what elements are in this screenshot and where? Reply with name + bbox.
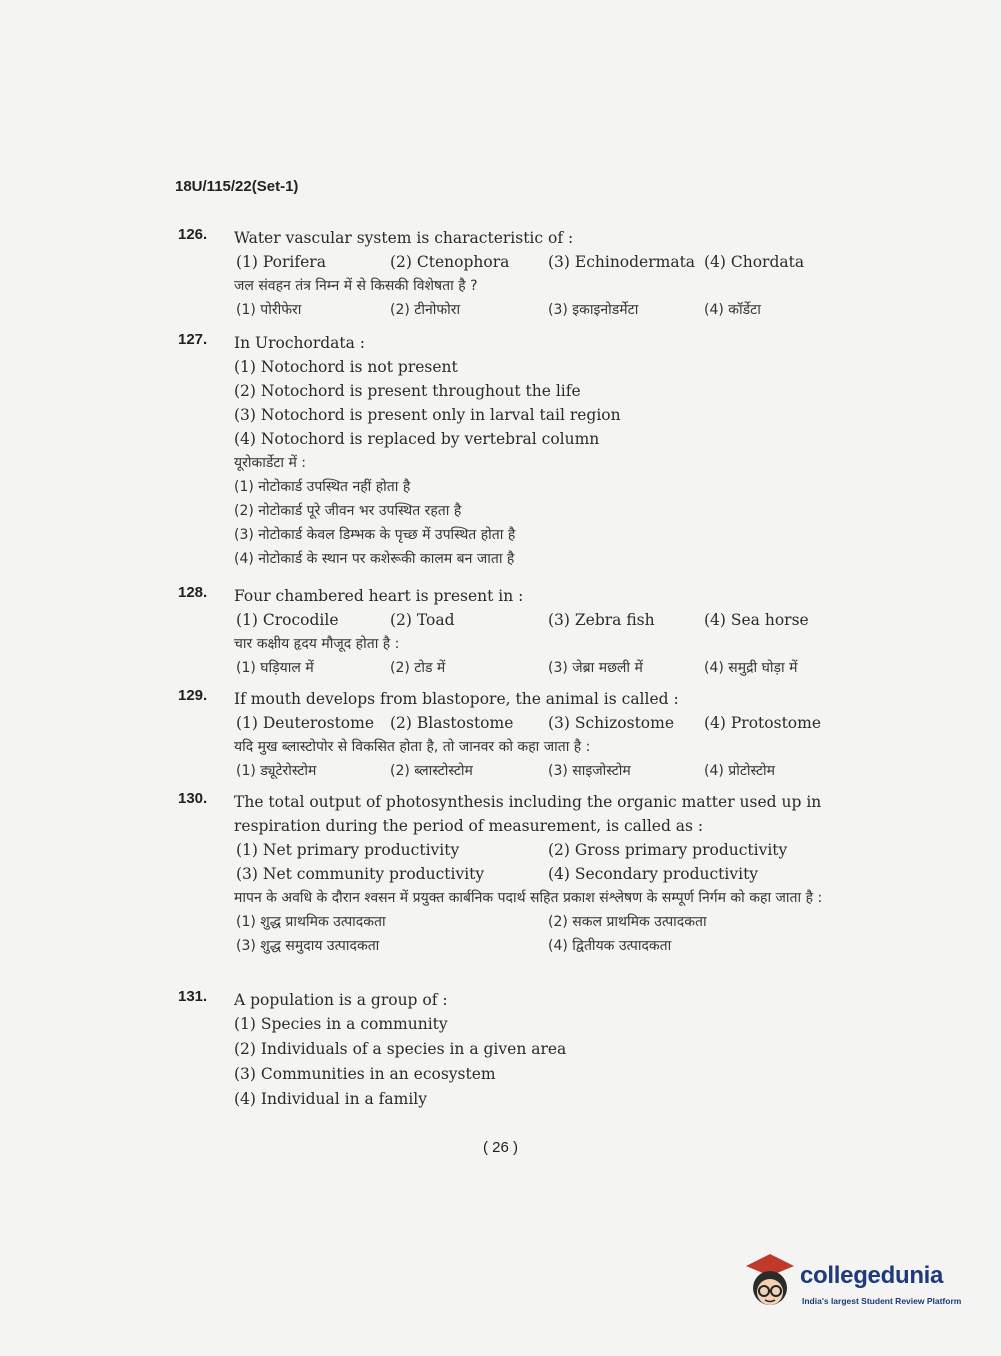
option: (4) Chordata bbox=[704, 253, 805, 271]
option: (2) नोटोकार्ड पूरे जीवन भर उपस्थित रहता है bbox=[234, 503, 462, 519]
options-hi bbox=[234, 298, 858, 322]
option: (4) Protostome bbox=[704, 714, 821, 732]
question-text-hi: जल संवहन तंत्र निम्न में से किसकी विशेषता है ? bbox=[234, 278, 478, 294]
option: (1) शुद्ध प्राथमिक उत्पादकता bbox=[236, 914, 386, 930]
logo-wordmark: collegedunia bbox=[800, 1262, 944, 1289]
option: (1) Species in a community bbox=[234, 1015, 448, 1033]
options-en bbox=[234, 711, 858, 735]
question-number: 129. bbox=[178, 687, 208, 704]
question-130 bbox=[178, 790, 858, 958]
option: (2) Ctenophora bbox=[390, 253, 510, 271]
question-number: 128. bbox=[178, 584, 208, 601]
question-129 bbox=[178, 687, 858, 783]
option: (3) Echinodermata bbox=[548, 253, 696, 271]
option: (1) Porifera bbox=[236, 253, 326, 271]
collegedunia-logo bbox=[742, 1250, 972, 1320]
option: (3) Schizostome bbox=[548, 714, 675, 732]
question-number: 130. bbox=[178, 790, 208, 807]
question-number: 131. bbox=[178, 988, 208, 1005]
options-hi bbox=[234, 759, 858, 783]
option: (1) Deuterostome bbox=[236, 714, 374, 732]
question-127 bbox=[178, 331, 858, 571]
logo-tagline: India's largest Student Review Platform bbox=[802, 1296, 962, 1306]
question-128 bbox=[178, 584, 858, 680]
option: (2) Toad bbox=[390, 611, 455, 629]
option: (4) Notochord is replaced by vertebral column bbox=[234, 430, 600, 448]
options-en-row2 bbox=[234, 862, 858, 886]
options-en bbox=[234, 250, 858, 274]
option: (3) नोटोकार्ड केवल डिम्भक के पृच्छ में उपस्थित होता है bbox=[234, 527, 516, 543]
option: (2) Individuals of a species in a given area bbox=[234, 1040, 567, 1058]
option: (4) द्वितीयक उत्पादकता bbox=[548, 938, 672, 954]
question-text-hi: यूरोकार्डेटा में : bbox=[234, 455, 307, 471]
options-en bbox=[234, 608, 858, 632]
options-hi-row1 bbox=[234, 910, 858, 934]
option: (3) Notochord is present only in larval tail region bbox=[234, 406, 621, 424]
option: (4) नोटोकार्ड के स्थान पर कशेरूकी कालम बन जाता है bbox=[234, 551, 515, 567]
mascot-icon bbox=[742, 1250, 798, 1314]
option: (4) Secondary productivity bbox=[548, 865, 759, 883]
option: (3) शुद्ध समुदाय उत्पादकता bbox=[236, 938, 380, 954]
question-number: 126. bbox=[178, 226, 208, 243]
question-text-hi: चार कक्षीय हृदय मौजूद होता है : bbox=[234, 636, 400, 652]
question-text-en: The total output of photosynthesis including the organic matter used up in respiration during the period of measurement, is called as : bbox=[234, 793, 822, 835]
option: (1) ड्यूटेरोस्टोम bbox=[236, 763, 317, 779]
option: (3) Zebra fish bbox=[548, 611, 655, 629]
option: (1) नोटोकार्ड उपस्थित नहीं होता है bbox=[234, 479, 411, 495]
option: (3) Net community productivity bbox=[236, 865, 485, 883]
option: (4) प्रोटोस्टोम bbox=[704, 763, 776, 779]
question-text-en: If mouth develops from blastopore, the animal is called : bbox=[234, 690, 679, 708]
option: (4) समुद्री घोड़ा में bbox=[704, 660, 798, 676]
option: (3) इकाइनोडर्मेटा bbox=[548, 302, 639, 318]
question-text-hi: यदि मुख ब्लास्टोपोर से विकसित होता है, तो जानवर को कहा जाता है : bbox=[234, 739, 591, 755]
option: (3) साइजोस्टोम bbox=[548, 763, 631, 779]
question-text-en: Water vascular system is characteristic of : bbox=[234, 229, 574, 247]
option: (2) टोड में bbox=[390, 660, 446, 676]
option: (1) Crocodile bbox=[236, 611, 339, 629]
question-text-hi: मापन के अवधि के दौरान श्वसन में प्रयुक्त कार्बनिक पदार्थ सहित प्रकाश संश्लेषण के सम्पूर्ण निर्गम को कहा जाता है : bbox=[234, 890, 823, 906]
question-text-en: Four chambered heart is present in : bbox=[234, 587, 524, 605]
question-text-en: In Urochordata : bbox=[234, 334, 366, 352]
option: (1) Notochord is not present bbox=[234, 358, 458, 376]
page-header-code: 18U/115/22(Set-1) bbox=[175, 178, 299, 195]
options-hi-row2 bbox=[234, 934, 858, 958]
option: (2) ब्लास्टोस्टोम bbox=[390, 763, 473, 779]
option: (2) Gross primary productivity bbox=[548, 841, 788, 859]
option: (1) Net primary productivity bbox=[236, 841, 460, 859]
option: (2) Notochord is present throughout the life bbox=[234, 382, 581, 400]
question-126 bbox=[178, 226, 858, 322]
option: (4) Sea horse bbox=[704, 611, 809, 629]
option: (3) जेब्रा मछली में bbox=[548, 660, 643, 676]
question-131 bbox=[178, 988, 858, 1112]
question-text-en: A population is a group of : bbox=[234, 991, 448, 1009]
option: (2) सकल प्राथमिक उत्पादकता bbox=[548, 914, 707, 930]
option: (4) कॉर्डेटा bbox=[704, 302, 761, 318]
question-number: 127. bbox=[178, 331, 208, 348]
option: (4) Individual in a family bbox=[234, 1090, 427, 1108]
option: (3) Communities in an ecosystem bbox=[234, 1065, 496, 1083]
options-hi bbox=[234, 656, 858, 680]
options-en-row1 bbox=[234, 838, 858, 862]
option: (2) Blastostome bbox=[390, 714, 514, 732]
option: (2) टीनोफोरा bbox=[390, 302, 461, 318]
page-number: ( 26 ) bbox=[482, 1139, 518, 1156]
option: (1) घड़ियाल में bbox=[236, 660, 314, 676]
option: (1) पोरीफेरा bbox=[236, 302, 302, 318]
